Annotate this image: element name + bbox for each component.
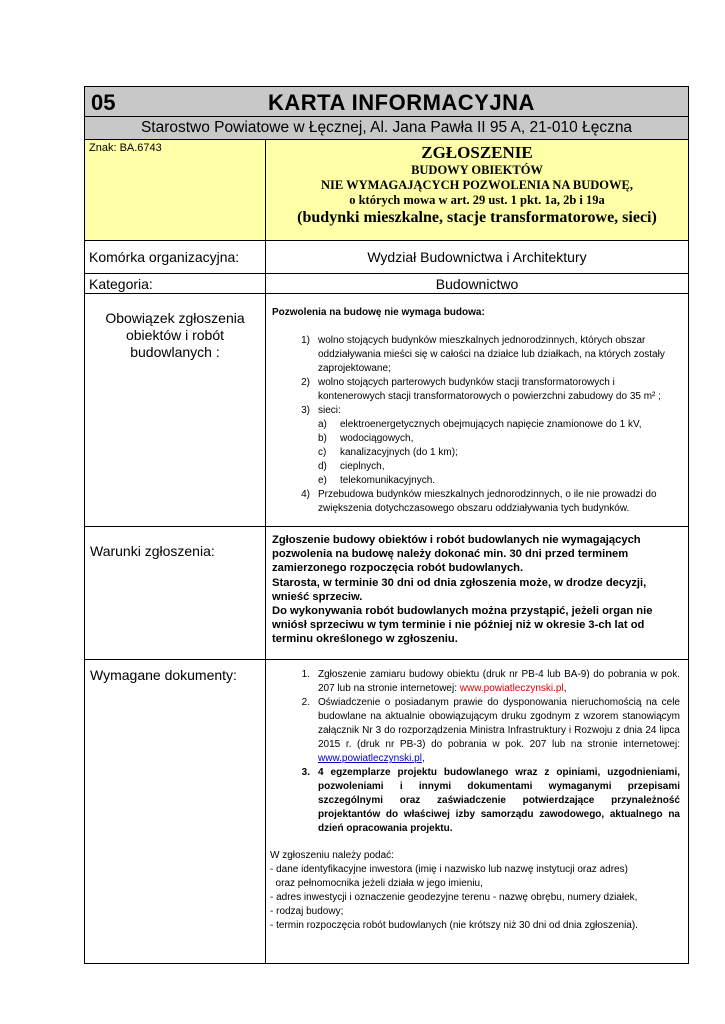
department-value: Wydział Budownictwa i Architektury: [367, 249, 587, 265]
card-title: KARTA INFORMACYJNA: [268, 90, 535, 115]
heading-row: [84, 140, 689, 241]
document-item: 1. Zgłoszenie zamiaru budowy obiektu (druk nr PB-4 lub BA-9) do pobrania w pok. 207 lub na stronie internetowej: www.powiatleczynski.pl,: [301, 669, 680, 694]
conditions-text-3: Do wykonywania robót budowlanych można przystąpić, jeżeli organ nie wniósł sprzeciwu w tym terminie i nie później niż w okresie 3-ch lat od terminu określonego w zgłoszeniu.: [272, 605, 653, 646]
information-card: [84, 86, 689, 964]
documents-content: [266, 660, 688, 963]
sub-list-item: c) kanalizacyjnych (do 1 km);: [318, 447, 458, 458]
procedure-title: ZGŁOSZENIE: [421, 143, 533, 162]
obligation-content: [266, 294, 688, 526]
list-item: 3) sieci:: [301, 405, 341, 416]
website-link[interactable]: www.powiatleczynski.pl: [318, 753, 422, 764]
heading-line-1: BUDOWY OBIEKTÓW: [411, 163, 543, 177]
conditions-content: [266, 527, 688, 659]
conditions-label: Warunki zgłoszenia:: [85, 527, 266, 659]
list-item: 2) wolno stojących parterowych budynków stacji transformatorowych i kontenerowych stacji transformatorowych o powierzchni zabudowy do 35 m² ;: [301, 377, 661, 402]
category-value: Budownictwo: [435, 276, 519, 292]
obligation-label: Obowiązek zgłoszenia obiektów i robót budowlanych :: [85, 294, 266, 526]
card-number: 05: [91, 90, 116, 115]
documents-row: [84, 660, 689, 964]
office-address: Starostwo Powiatowe w Łęcznej, Al. Jana Pawła II 95 A, 21-010 Łęczna: [84, 117, 689, 140]
application-details: [270, 849, 680, 933]
website-link[interactable]: www.powiatleczynski.pl: [459, 683, 564, 694]
conditions-text-1: Zgłoszenie budowy obiektów i robót budowlanych nie wymagających pozwolenia na budowę należy dokonać min. 30 dni przed terminem zamierzonego rozpoczęcia robót budowlanych.: [272, 534, 641, 575]
procedure-heading: [266, 140, 688, 240]
list-item: 1) wolno stojących budynków mieszkalnych jednorodzinnych, których obszar oddziaływania mieści się w całości na działce lub działkach, na których zostały zaprojektowane;: [301, 335, 665, 374]
department-row: [84, 241, 689, 274]
sub-list-item: b) wodociągowych,: [318, 433, 414, 444]
sub-list-item: e) telekomunikacyjnych.: [318, 475, 436, 486]
details-line: - rodzaj budowy;: [270, 906, 344, 917]
category-row: [84, 274, 689, 294]
heading-line-4: (budynki mieszkalne, stacje transformatorowe, sieci): [297, 209, 657, 226]
sub-list-item: a) elektroenergetycznych obejmujących napięcie znamionowe do 1 kV,: [318, 419, 642, 430]
sub-list-item: d) cieplnych,: [318, 461, 385, 472]
list-item: 4) Przebudowa budynków mieszkalnych jednorodzinnych, o ile nie prowadzi do zwiększenia dotychczasowego obszaru oddziaływania tych budynków.: [301, 489, 657, 514]
details-line: - adres inwestycji i oznaczenie geodezyjne terenu - nazwę obrębu, numery działek,: [270, 892, 638, 903]
details-line: oraz pełnomocnika jeżeli działa w jego imieniu,: [270, 878, 483, 889]
heading-line-3: o których mowa w art. 29 ust. 1 pkt. 1a, 2b i 19a: [349, 193, 605, 207]
title-row: [84, 86, 689, 117]
heading-line-2: NIE WYMAGAJĄCYCH POZWOLENIA NA BUDOWĘ,: [321, 178, 633, 192]
details-line: - dane identyfikacyjne inwestora (imię i nazwisko lub nazwę instytucji oraz adres): [270, 864, 628, 875]
department-label: Komórka organizacyjna:: [85, 241, 266, 273]
obligation-intro: Pozwolenia na budowę nie wymaga budowa:: [272, 307, 485, 318]
reference-sign: Znak: BA.6743: [85, 140, 266, 240]
conditions-text-2: Starosta, w terminie 30 dni od dnia zgłoszenia może, w drodze decyzji, wnieść sprzeciw.: [272, 576, 647, 603]
category-label: Kategoria:: [85, 274, 266, 293]
details-line: - termin rozpoczęcia robót budowlanych (nie krótszy niż 30 dni od dnia zgłoszenia).: [270, 920, 638, 931]
document-item: 3. 4 egzemplarze projektu budowlanego wraz z opiniami, uzgodnieniami, pozwoleniami i innymi dokumentami wymaganymi przepisami szczególnymi oraz zaświadczenie potwierdzające przynależność projektantów do właściwej izby samorządu zawodowego, aktualnego na dzień opracowania projektu.: [301, 767, 680, 834]
documents-label: Wymagane dokumenty:: [85, 660, 266, 963]
obligation-row: [84, 294, 689, 527]
conditions-row: [84, 527, 689, 660]
details-heading: W zgłoszeniu należy podać:: [270, 850, 394, 861]
document-item: 2. Oświadczenie o posiadanym prawie do dysponowania nieruchomością na cele budowlane na aktualnie obowiązującym druku zgodnym z wzorem stanowiącym załącznik Nr 3 do rozporządzenia Ministra Infrastruktury i Rozwoju z dnia 24 lipca 2015 r. (druk nr PB-3) do pobrania w pok. 207 lub na stronie internetowej: www.powiatleczynski.pl,: [301, 697, 680, 764]
